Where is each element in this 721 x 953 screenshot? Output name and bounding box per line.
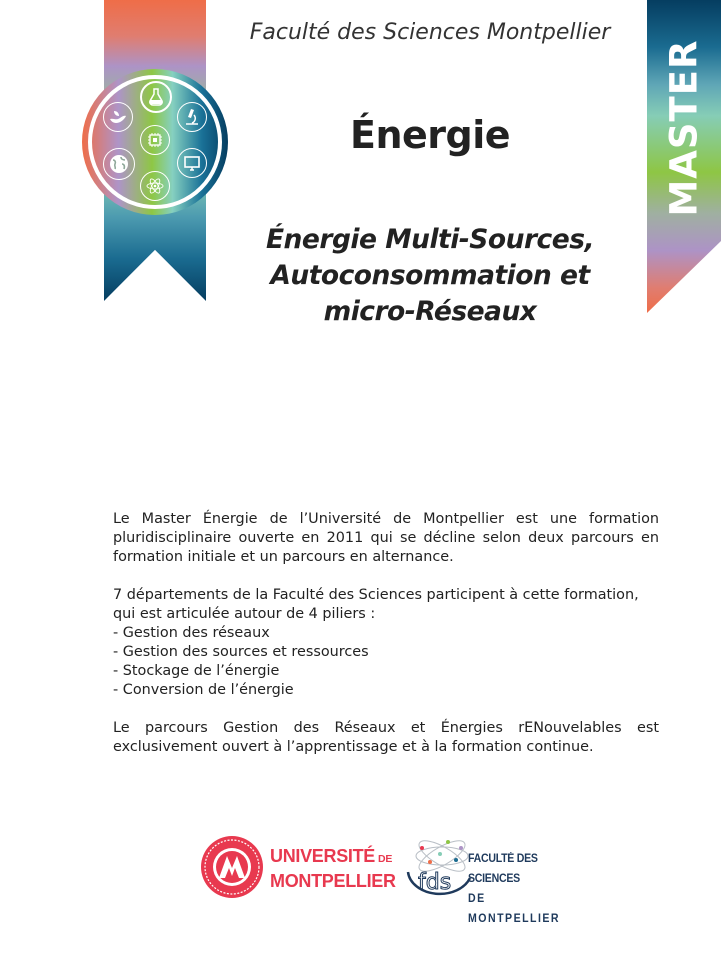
fds-wordmark: FACULTÉ DES SCIENCES DE MONTPELLIER — [468, 853, 561, 925]
universite-montpellier-logo — [199, 834, 396, 900]
list-item: - Gestion des réseaux — [113, 625, 270, 641]
atom-icon — [140, 171, 170, 201]
monitor-icon — [177, 148, 207, 178]
list-item: - Conversion de l’énergie — [113, 682, 294, 698]
intro-paragraph: Le Master Énergie de l’Université de Montpellier est une formation pluridisciplinaire ouverte en 2011 qui se décline selon deux parcours en formation initiale et un parcours en alternance. — [113, 511, 659, 565]
page-title: Énergie — [349, 113, 511, 157]
description — [113, 510, 659, 757]
flask-icon — [140, 81, 172, 113]
closing-paragraph: Le parcours Gestion des Réseaux et Énergies rENouvelables est exclusivement ouvert à l’apprentissage et à la formation continue. — [113, 720, 659, 755]
subtitle-line: Énergie Multi-Sources, — [265, 224, 595, 255]
globe-icon — [103, 148, 135, 180]
faculty-name: Faculté des Sciences Montpellier — [249, 20, 611, 45]
departments-paragraph: 7 départements de la Faculté des Sciences participent à cette formation, qui est articulée autour de 4 piliers : — [113, 587, 639, 622]
um-seal-icon — [199, 834, 265, 900]
fds-logo — [406, 832, 576, 925]
list-item: - Gestion des sources et ressources — [113, 644, 369, 660]
subtitle-line: micro-Réseaux — [323, 296, 537, 327]
fds-atom-icon — [406, 834, 472, 896]
chip-icon — [140, 125, 170, 155]
hand-leaf-icon — [103, 102, 133, 132]
footer-logos — [0, 832, 721, 925]
master-label: MASTER — [662, 39, 706, 217]
pillars-list — [113, 624, 659, 700]
subtitle-line: Autoconsommation et — [270, 260, 590, 291]
list-item: - Stockage de l’énergie — [113, 663, 280, 679]
svg-text:fds: fds — [418, 870, 452, 895]
program-subtitle — [220, 222, 640, 330]
science-badge — [82, 69, 228, 215]
microscope-icon — [177, 102, 207, 132]
um-wordmark: UNIVERSITÉ DE MONTPELLIER — [270, 846, 396, 891]
